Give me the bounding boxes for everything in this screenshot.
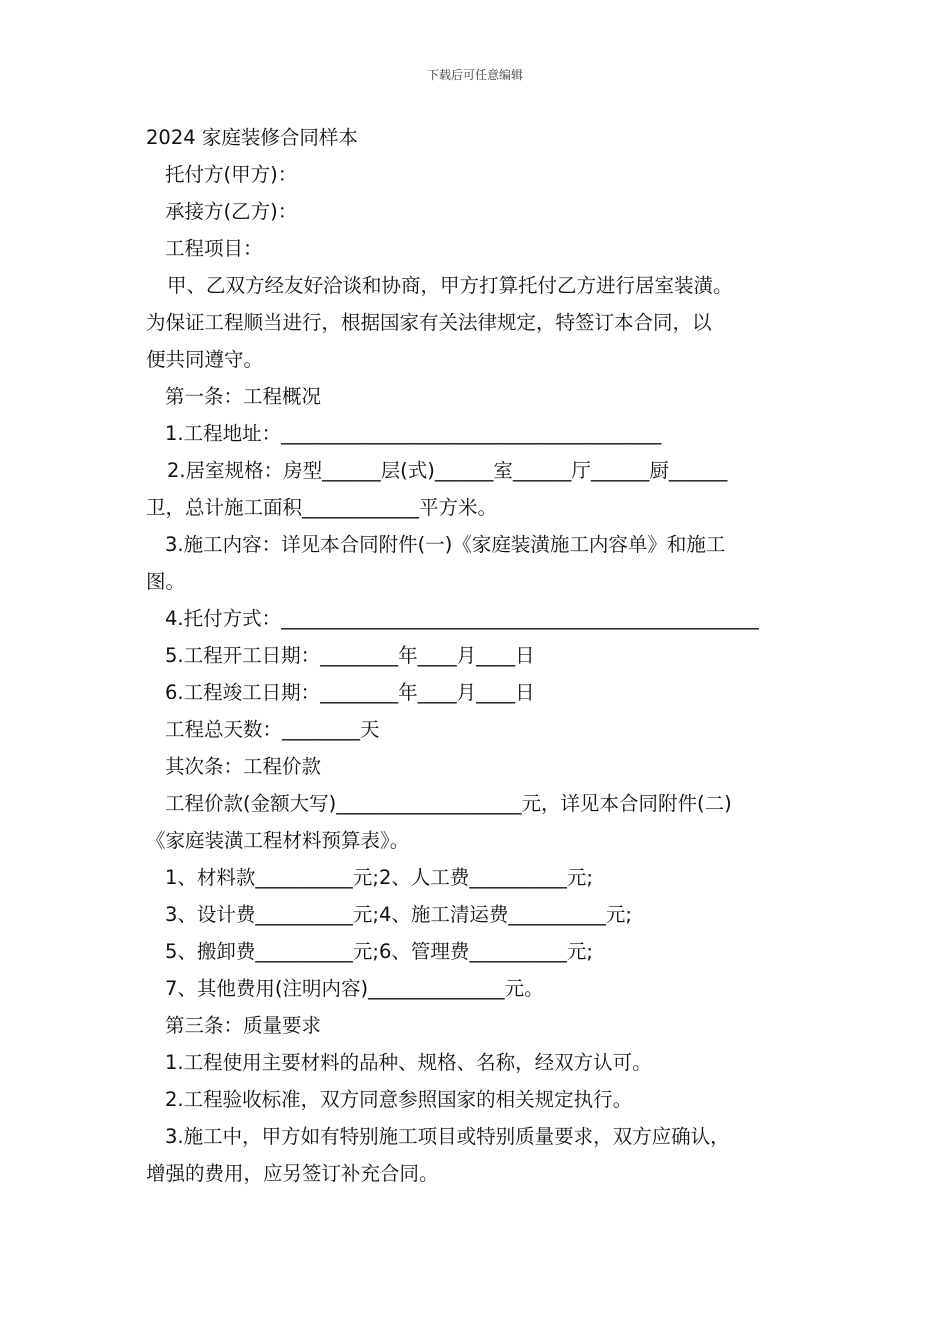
fee-line-1: 1、材料款__________元;2、人工费__________元; xyxy=(165,866,593,889)
quality-clause-3-line-1: 3.施工中，甲方如有特别施工项目或特别质量要求，双方应确认， xyxy=(165,1125,730,1148)
page-header: 下载后可任意编辑 xyxy=(426,68,523,82)
article-3-heading: 第三条：质量要求 xyxy=(165,1014,322,1037)
party-a-line: 托付方(甲方)： xyxy=(165,163,298,186)
clause-room-spec-line-1: 2.居室规格：房型______层(式)______室______厅______厨______ xyxy=(167,459,728,482)
article-2-heading: 其次条：工程价款 xyxy=(165,755,322,778)
intro-paragraph-line-1: 甲、乙双方经友好洽谈和协商，甲方打算托付乙方进行居室装潢。 xyxy=(167,274,733,297)
fee-line-4: 7、其他费用(注明内容)______________元。 xyxy=(165,977,544,1000)
quality-clause-3-line-2: 增强的费用，应另签订补充合同。 xyxy=(146,1162,439,1185)
price-line-1: 工程价款(金额大写)___________________元，详见本合同附件(二) xyxy=(165,792,732,815)
quality-clause-1: 1.工程使用主要材料的品种、规格、名称，经双方认可。 xyxy=(165,1051,652,1074)
fee-line-2: 3、设计费__________元;4、施工清运费__________元; xyxy=(165,903,632,926)
clause-content-line-1: 3.施工内容：详见本合同附件(一)《家庭装潢施工内容单》和施工 xyxy=(165,533,726,556)
project-line: 工程项目： xyxy=(165,237,263,260)
clause-room-spec-line-2: 卫，总计施工面积____________平方米。 xyxy=(146,496,498,519)
document-body xyxy=(146,119,816,1192)
clause-end-date: 6.工程竣工日期：________年____月____日 xyxy=(165,681,535,704)
clause-total-days: 工程总天数：________天 xyxy=(165,718,380,741)
intro-paragraph-line-2: 为保证工程顺当进行，根据国家有关法律规定，特签订本合同，以 xyxy=(146,311,712,334)
quality-clause-2: 2.工程验收标准，双方同意参照国家的相关规定执行。 xyxy=(165,1088,633,1111)
document-title: 2024 家庭装修合同样本 xyxy=(146,126,358,149)
party-b-line: 承接方(乙方)： xyxy=(165,200,298,223)
clause-address: 1.工程地址：_______________________________________ xyxy=(165,422,662,445)
intro-paragraph-line-3: 便共同遵守。 xyxy=(146,348,264,371)
article-1-heading: 第一条：工程概况 xyxy=(165,385,322,408)
clause-payment-method: 4.托付方式：_________________________________________________ xyxy=(165,607,759,630)
clause-content-line-2: 图。 xyxy=(146,570,186,593)
fee-line-3: 5、搬卸费__________元;6、管理费__________元; xyxy=(165,940,593,963)
price-line-2: 《家庭装潢工程材料预算表》。 xyxy=(146,829,410,852)
clause-start-date: 5.工程开工日期：________年____月____日 xyxy=(165,644,535,667)
